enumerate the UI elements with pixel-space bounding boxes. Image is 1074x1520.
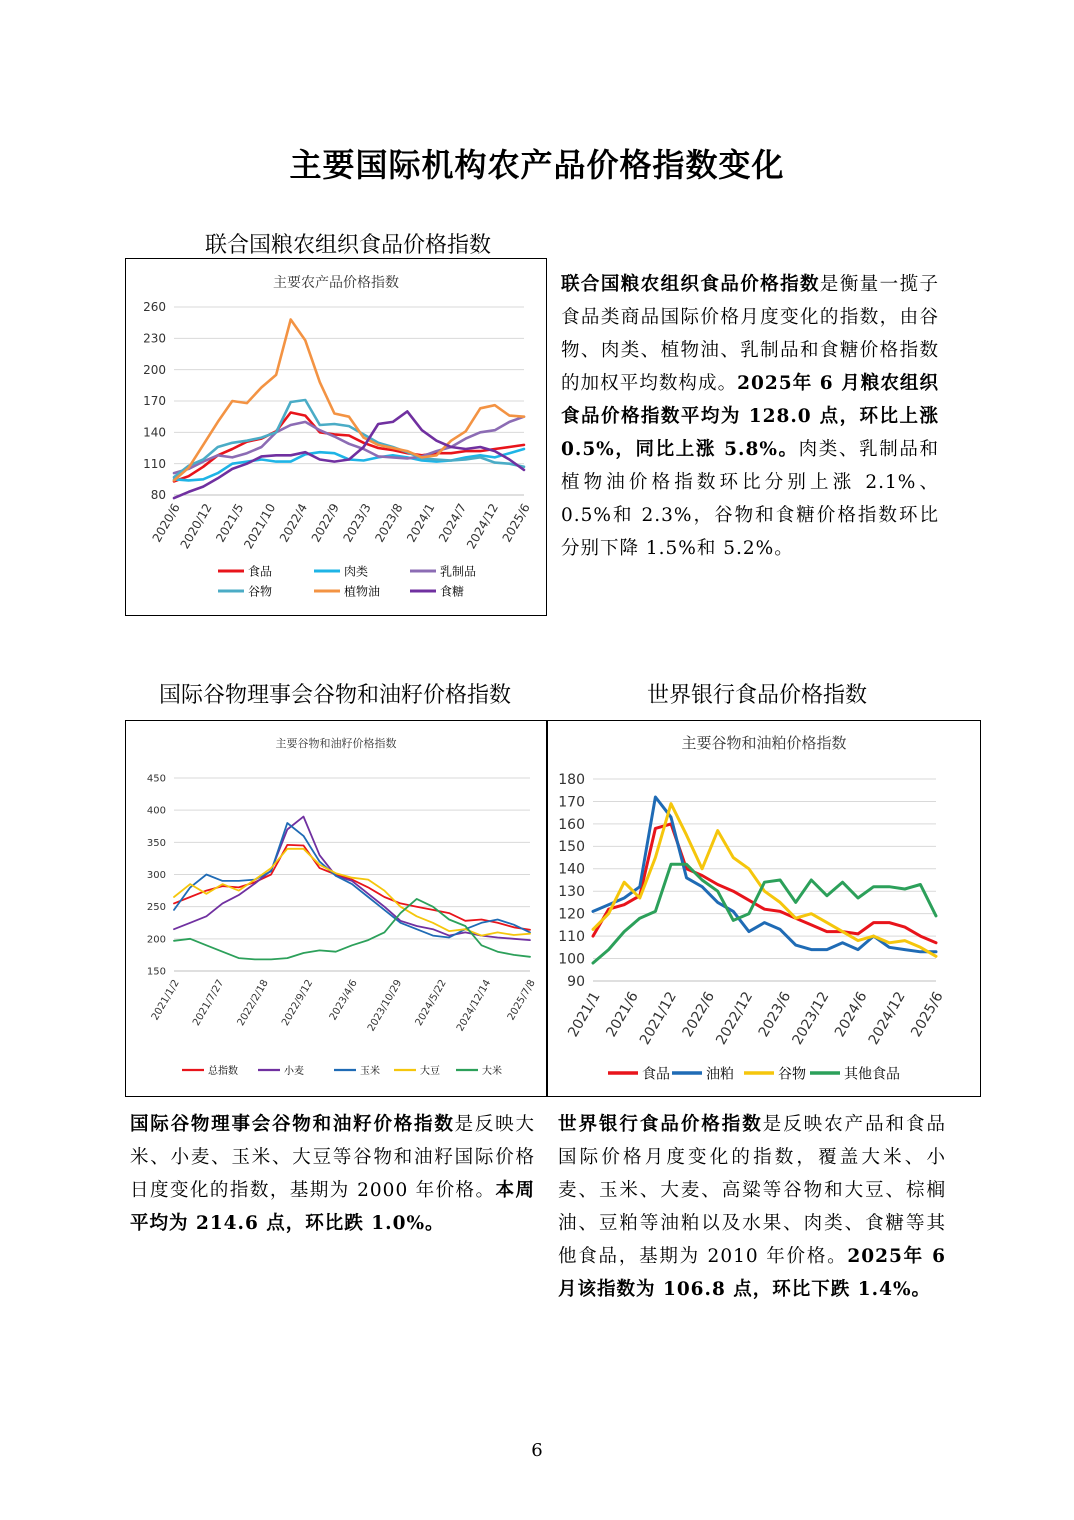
fao-section-title: 联合国粮农组织食品价格指数 xyxy=(204,233,491,258)
fao-x-tick-label: 2020/6 xyxy=(149,501,183,545)
fao-description xyxy=(561,268,939,565)
wb-y-tick-label: 90 xyxy=(567,973,585,990)
fao-price-index-chart xyxy=(126,259,546,615)
wb-x-tick-label: 2023/6 xyxy=(755,989,795,1040)
fao-legend-label: 食糖 xyxy=(440,584,465,599)
fao-x-tick-label: 2023/3 xyxy=(340,501,374,545)
wb-description xyxy=(558,1108,946,1306)
wb-y-tick-label: 100 xyxy=(558,951,585,968)
fao-x-tick-label: 2021/10 xyxy=(241,501,279,552)
wb-x-tick-label: 2021/1 xyxy=(565,989,604,1040)
page-number: 6 xyxy=(531,1440,543,1461)
fao-description-detail: 肉类、乳制品和植物油价格指数环比分别上涨 2.1%、0.5%和 2.3%，谷物和食糖价格指数环比分别下降 1.5%和 5.2%。 xyxy=(561,439,939,559)
wb-legend-label: 谷物 xyxy=(778,1066,806,1083)
fao-x-tick-label: 2024/12 xyxy=(463,501,502,552)
igc-legend-label: 大豆 xyxy=(420,1065,440,1077)
wb-description-lead: 世界银行食品价格指数 xyxy=(558,1114,763,1135)
igc-series-line-5 xyxy=(174,899,530,960)
igc-y-tick-label: 150 xyxy=(146,966,166,978)
igc-y-tick-label: 350 xyxy=(146,837,166,849)
wb-legend-label: 其他食品 xyxy=(844,1066,900,1083)
fao-x-tick-label: 2025/6 xyxy=(499,501,533,545)
wb-x-tick-label: 2024/6 xyxy=(832,989,871,1040)
igc-x-tick-label: 2022/9/12 xyxy=(280,978,316,1028)
fao-description-highlight: 2025年 6 月粮农组织食品价格指数平均为 128.0 点，环比上涨 0.5%，同比上涨 5.8%。 xyxy=(561,373,939,460)
wb-y-tick-label: 160 xyxy=(558,816,585,833)
fao-legend-label: 谷物 xyxy=(248,584,273,599)
fao-legend-label: 肉类 xyxy=(344,564,369,579)
fao-x-tick-label: 2022/9 xyxy=(308,501,342,545)
fao-legend-label: 乳制品 xyxy=(440,564,477,579)
fao-legend-label: 食品 xyxy=(248,564,273,579)
page-title: 主要国际机构农产品价格指数变化 xyxy=(289,146,785,184)
igc-x-tick-label: 2023/10/29 xyxy=(365,978,405,1034)
igc-price-index-chart xyxy=(126,721,546,1096)
igc-chart-frame xyxy=(125,720,547,1097)
wb-x-tick-label: 2021/12 xyxy=(637,989,680,1048)
igc-series-line-1 xyxy=(174,845,530,930)
fao-y-tick-label: 80 xyxy=(150,488,166,503)
wb-y-tick-label: 140 xyxy=(558,861,585,878)
igc-x-tick-label: 2021/1/2 xyxy=(149,978,182,1023)
igc-series-line-4 xyxy=(174,849,530,936)
fao-description-text: 是衡量一揽子食品类商品国际价格月度变化的指数，由谷物、肉类、植物油、乳制品和食糖价格指数的加权平均数构成。 xyxy=(561,274,939,394)
fao-y-tick-label: 200 xyxy=(143,362,166,377)
igc-y-tick-label: 450 xyxy=(146,773,166,785)
fao-legend-label: 植物油 xyxy=(344,584,381,599)
igc-y-tick-label: 250 xyxy=(146,902,166,914)
igc-y-tick-label: 300 xyxy=(146,870,166,881)
fao-x-tick-label: 2024/1 xyxy=(404,501,438,545)
wb-y-tick-label: 120 xyxy=(558,906,585,923)
wb-y-tick-label: 150 xyxy=(558,839,585,856)
fao-x-tick-label: 2021/5 xyxy=(213,501,247,545)
fao-y-tick-label: 170 xyxy=(143,394,166,409)
wb-y-tick-label: 130 xyxy=(558,884,585,901)
wb-section-title: 世界银行食品价格指数 xyxy=(646,683,867,708)
igc-description-text: 是反映大米、小麦、玉米、大豆等谷物和油籽国际价格日度变化的指数，基期为 2000 年价格。 xyxy=(130,1114,535,1201)
igc-x-tick-label: 2025/7/8 xyxy=(505,978,538,1023)
wb-legend-label: 食品 xyxy=(642,1066,670,1083)
fao-x-tick-label: 2024/7 xyxy=(435,501,470,545)
fao-y-tick-label: 140 xyxy=(143,425,166,440)
wb-description-highlight: 2025年 6 月该指数为 106.8 点，环比下跌 1.4%。 xyxy=(558,1246,946,1300)
igc-section-title: 国际谷物理事会谷物和油籽价格指数 xyxy=(158,683,511,708)
fao-series-line-2 xyxy=(174,449,524,480)
igc-description-highlight: 本周平均为 214.6 点，环比跌 1.0%。 xyxy=(130,1180,535,1234)
wb-y-tick-label: 170 xyxy=(558,794,585,811)
wb-x-tick-label: 2021/6 xyxy=(603,989,642,1040)
wb-chart-frame xyxy=(547,720,981,1097)
wb-x-tick-label: 2024/12 xyxy=(865,989,909,1048)
igc-legend-label: 玉米 xyxy=(360,1065,380,1077)
igc-description-lead: 国际谷物理事会谷物和油籽价格指数 xyxy=(130,1114,455,1135)
igc-x-tick-label: 2022/2/18 xyxy=(235,978,271,1028)
wb-price-index-chart xyxy=(548,721,980,1096)
wb-chart-title: 主要谷物和油粕价格指数 xyxy=(681,734,847,752)
igc-legend-label: 总指数 xyxy=(208,1065,238,1077)
fao-x-tick-label: 2023/8 xyxy=(372,501,406,545)
wb-description-text: 是反映农产品和食品国际价格月度变化的指数，覆盖大米、小麦、玉米、大麦、高粱等谷物和大豆、棕榈油、豆粕等油粕以及水果、肉类、食糖等其他食品，基期为 2010 年价格。 xyxy=(558,1114,946,1267)
fao-chart-frame xyxy=(125,258,547,616)
fao-description-lead: 联合国粮农组织食品价格指数 xyxy=(561,274,820,295)
igc-chart-title: 主要谷物和油籽价格指数 xyxy=(275,737,397,750)
igc-x-tick-label: 2021/7/27 xyxy=(191,978,227,1028)
wb-legend-label: 油粕 xyxy=(706,1066,734,1083)
igc-x-tick-label: 2023/4/6 xyxy=(327,978,360,1023)
wb-y-tick-label: 180 xyxy=(558,771,585,788)
wb-x-tick-label: 2025/6 xyxy=(908,989,947,1040)
fao-x-tick-label: 2020/12 xyxy=(177,501,215,552)
fao-y-tick-label: 260 xyxy=(143,300,166,315)
fao-chart-title: 主要农产品价格指数 xyxy=(273,275,399,291)
wb-y-tick-label: 110 xyxy=(558,929,585,946)
fao-x-tick-label: 2022/4 xyxy=(276,501,311,545)
wb-x-tick-label: 2022/6 xyxy=(679,989,719,1040)
wb-x-tick-label: 2023/12 xyxy=(789,989,833,1048)
wb-x-tick-label: 2022/12 xyxy=(713,989,757,1048)
igc-x-tick-label: 2024/5/22 xyxy=(413,978,449,1028)
fao-y-tick-label: 110 xyxy=(143,456,166,471)
igc-y-tick-label: 200 xyxy=(146,934,166,946)
igc-legend-label: 小麦 xyxy=(284,1065,304,1077)
igc-y-tick-label: 400 xyxy=(146,805,166,817)
fao-y-tick-label: 230 xyxy=(143,331,166,346)
igc-x-tick-label: 2024/12/14 xyxy=(454,978,494,1034)
igc-legend-label: 大米 xyxy=(482,1065,502,1077)
igc-description xyxy=(130,1108,535,1240)
